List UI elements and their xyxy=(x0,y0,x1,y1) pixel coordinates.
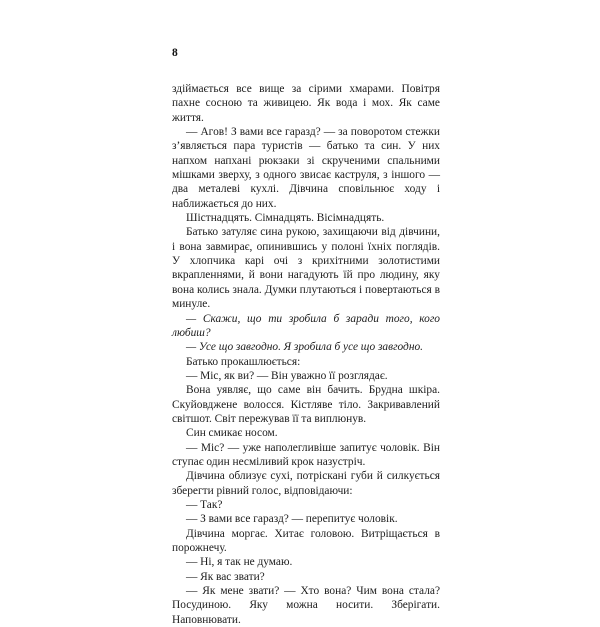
paragraph: — Міс, як ви? — Він уважно її розглядає. xyxy=(186,369,388,382)
paragraph: Шістнадцять. Сімнадцять. Вісімнадцять. xyxy=(186,212,385,225)
paragraph: Дівчина облизує сухі, потріскані губи й силкується зберегти рівний голос, відповідаючи: xyxy=(172,470,440,497)
paragraph: Батько затуляє сина рукою, захищаючи від дівчини, і вона завмирає, опинившись у полоні їхніх поглядів. У хлопчика карі очі з крихітними золотистими вкрапленнями, й вони нагадують їй про людину, яку вона колись знала. Думки плутаються і повертаються в минуле. xyxy=(172,226,440,311)
paragraph: Дівчина моргає. Хитає головою. Витріщається в порожнечу. xyxy=(172,527,440,554)
paragraph-italic: — Скажи, що ти зробила б заради того, кого любиш? xyxy=(172,312,440,339)
paragraph: Син смикає носом. xyxy=(186,427,278,440)
body-text xyxy=(172,82,440,627)
paragraph: — Так? xyxy=(186,498,223,511)
paragraph: — Агов! З вами все гаразд? — за поворотом стежки з’являється пара туристів — батько та син. У них напхом напхані рюкзаки зі скрученими спальними мішками зверху, з одного звисає каструля, з іншого — два металеві кухлі. Дівчина сповільнює ходу і наближається до них. xyxy=(172,126,440,210)
paragraph-italic: — Усе що завгодно. Я зробила б усе що завгодно. xyxy=(186,341,424,354)
page-number: 8 xyxy=(172,47,178,59)
paragraph: — Міс? — уже наполегливіше запитує чоловік. Він ступає один несміливий крок назустріч. xyxy=(172,441,440,468)
paragraph: Батько прокашлюється: xyxy=(186,355,301,368)
paragraph: — Як мене звати? — Хто вона? Чим вона стала? Посудиною. Яку можна носити. Зберігати. Наповнювати. xyxy=(172,585,440,626)
paragraph: — Ні, я так не думаю. xyxy=(186,556,293,569)
paragraph: — Як вас звати? xyxy=(186,570,265,583)
paragraph: здіймається все вище за сірими хмарами. Повітря пахне сосною та живицею. Як вода і мох. Як саме життя. xyxy=(172,83,440,124)
paragraph: — З вами все гаразд? — перепитує чоловік. xyxy=(186,513,398,526)
paragraph: Вона уявляє, що саме він бачить. Брудна шкіра. Скуйовджене волосся. Кістляве тіло. Закривавлений світшот. Світ пережував її та виплюнув. xyxy=(172,384,440,425)
